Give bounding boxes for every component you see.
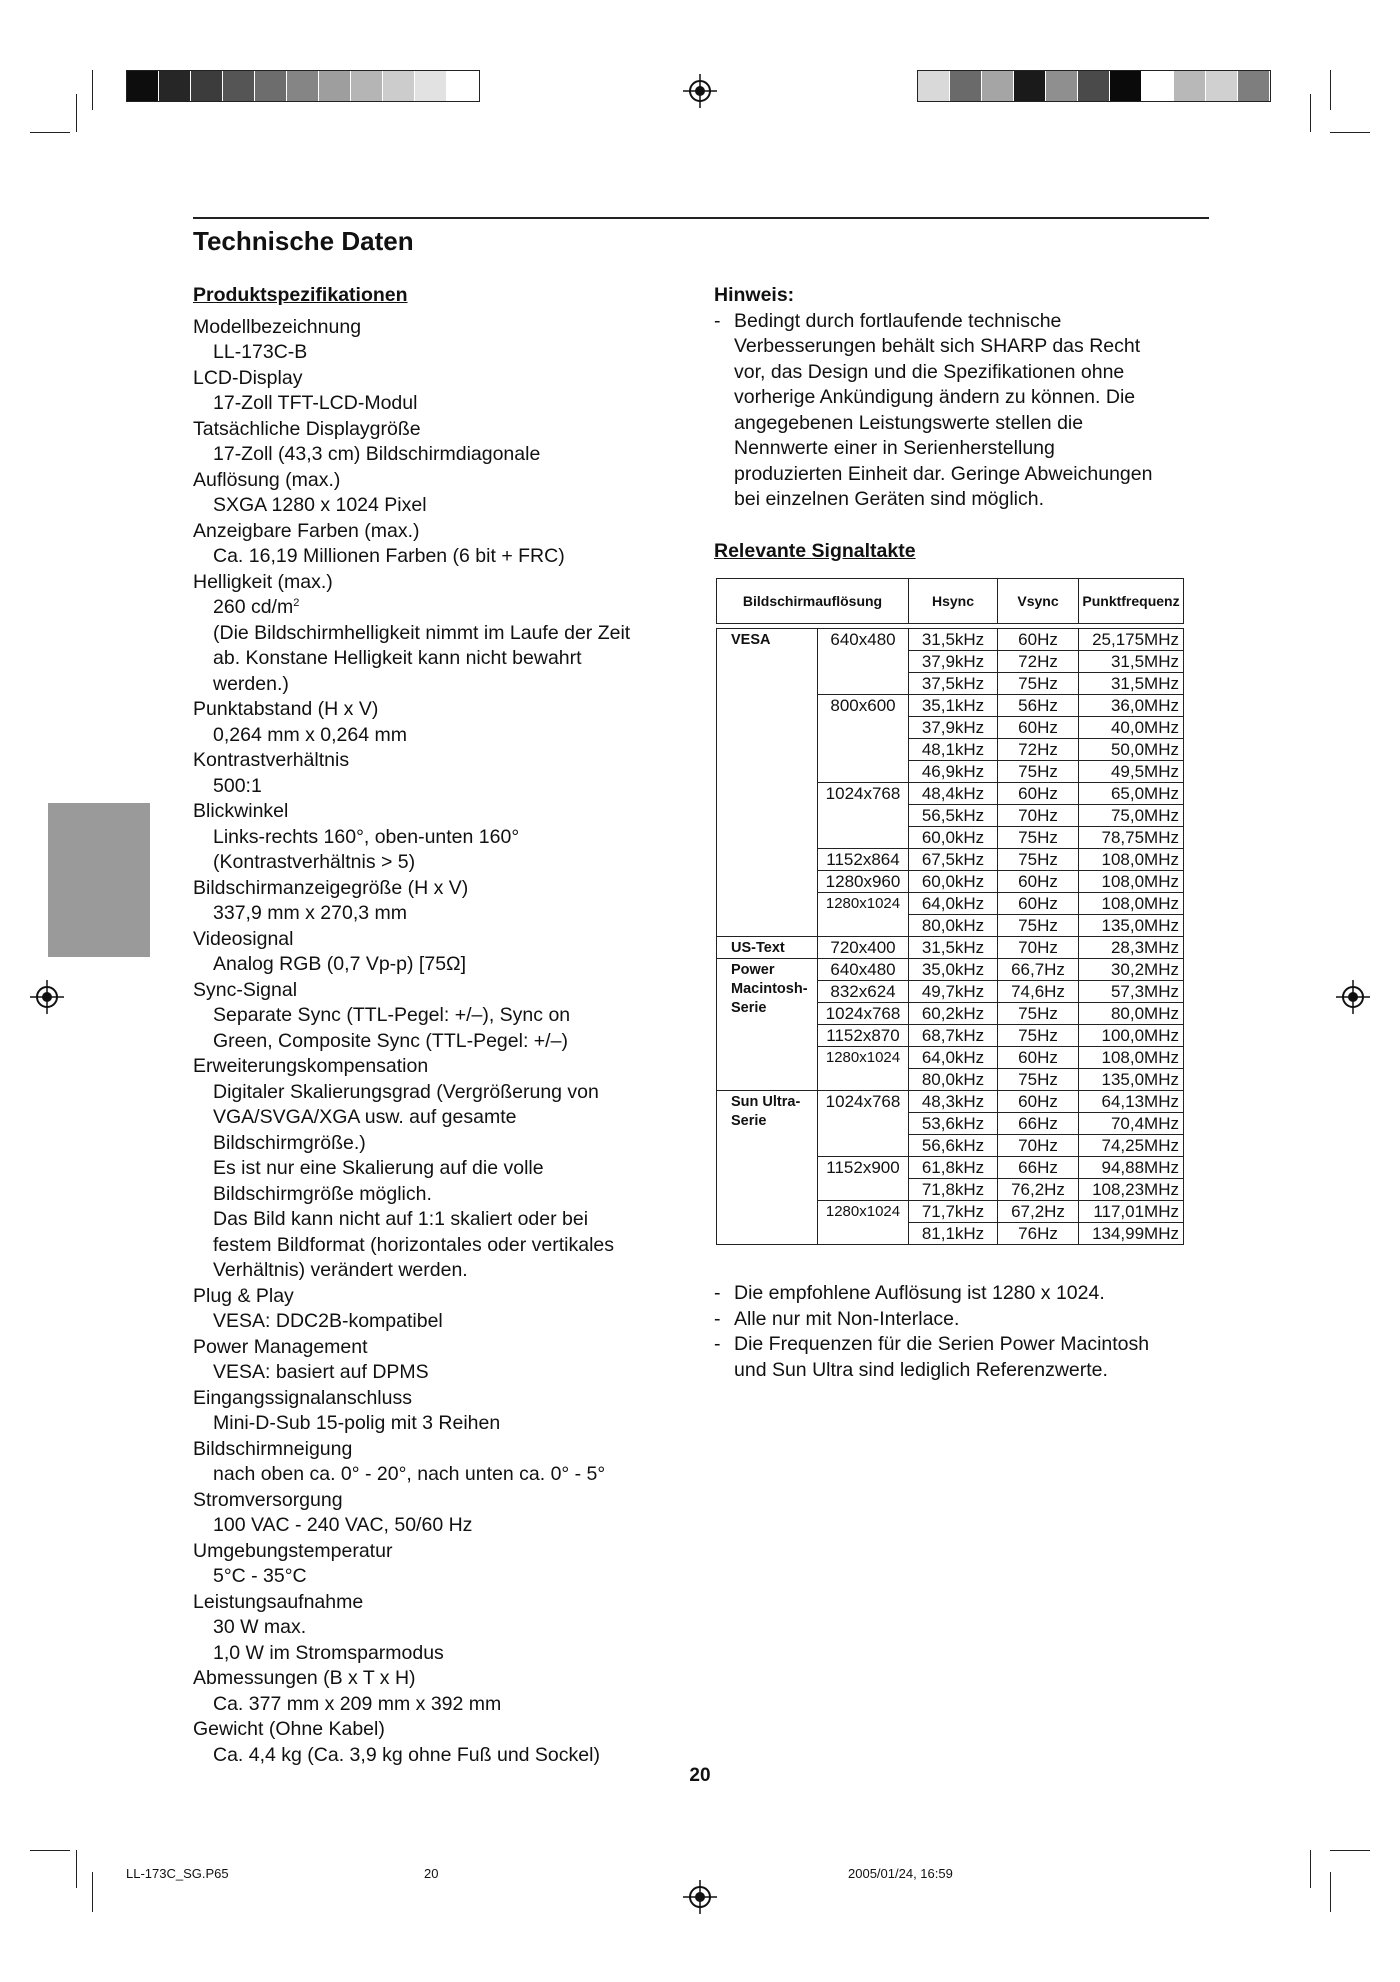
spec-value: Ca. 4,4 kg (Ca. 3,9 kg ohne Fuß und Sockel): [213, 1743, 600, 1766]
hsync-cell: 61,8kHz: [909, 1157, 998, 1179]
color-swatch: [982, 71, 1014, 101]
note-dash: -: [714, 309, 721, 332]
hsync-cell: 48,1kHz: [909, 739, 998, 761]
spec-value: Bildschirmgröße möglich.: [213, 1182, 432, 1205]
spec-item: [193, 748, 703, 799]
spec-label: Sync-Signal: [193, 978, 298, 1001]
spec-list: [193, 315, 703, 1769]
footnote-dash: -: [714, 1307, 721, 1330]
hsync-cell: 37,5kHz: [909, 673, 998, 695]
header-vsync: Vsync: [998, 579, 1079, 624]
spec-value: VESA: DDC2B-kompatibel: [213, 1310, 443, 1332]
table-row: [717, 629, 1184, 651]
spec-label: Abmessungen (B x T x H): [193, 1667, 416, 1689]
dot-clock-cell: 31,5MHz: [1079, 651, 1184, 673]
header-hsync: Hsync: [909, 579, 998, 624]
resolution-cell: 1152x864: [818, 849, 909, 871]
hsync-cell: 48,3kHz: [909, 1091, 998, 1113]
vsync-cell: 60Hz: [998, 717, 1079, 739]
spec-label: Leistungsaufnahme: [193, 1590, 364, 1613]
hsync-cell: 81,1kHz: [909, 1223, 998, 1245]
note-line: Nennwerte einer in Serienherstellung: [734, 437, 1055, 459]
dot-clock-cell: 25,175MHz: [1079, 629, 1184, 651]
spec-label: Stromversorgung: [193, 1488, 343, 1511]
specifications-heading: Produktspezifikationen: [193, 284, 408, 306]
dot-clock-cell: 108,0MHz: [1079, 849, 1184, 871]
vsync-cell: 74,6Hz: [998, 981, 1079, 1003]
footnote-item: [714, 1281, 1214, 1307]
vsync-cell: 76Hz: [998, 1223, 1079, 1245]
group-label-line: Serie: [731, 1113, 767, 1129]
spec-item: [193, 697, 703, 748]
hsync-cell: 31,5kHz: [909, 629, 998, 651]
color-swatch: [1238, 71, 1270, 101]
spec-label: Gewicht (Ohne Kabel): [193, 1718, 385, 1740]
spec-value: 5°C - 35°C: [213, 1565, 307, 1587]
spec-value: Digitaler Skalierungsgrad (Vergrößerung von: [213, 1080, 599, 1103]
spec-label: Auflösung (max.): [193, 468, 341, 491]
group-label-line: VESA: [731, 632, 771, 648]
color-swatch: [1206, 71, 1238, 101]
table-row: [717, 959, 1184, 981]
vsync-cell: 72Hz: [998, 651, 1079, 673]
spec-value: [193, 595, 703, 621]
spec-value: 0,264 mm x 0,264 mm: [213, 723, 407, 746]
hsync-cell: 68,7kHz: [909, 1025, 998, 1047]
note-paragraph: [714, 309, 1214, 513]
spec-item: [193, 876, 703, 927]
spec-value: 500:1: [213, 774, 262, 797]
dot-clock-cell: 70,4MHz: [1079, 1113, 1184, 1135]
note-line: vorherige Ankündigung ändern zu können. Die: [734, 386, 1136, 408]
vsync-cell: 60Hz: [998, 629, 1079, 651]
spec-label: Power Management: [193, 1335, 368, 1358]
dot-clock-cell: 78,75MHz: [1079, 827, 1184, 849]
color-swatch: [319, 71, 351, 101]
dot-clock-cell: 135,0MHz: [1079, 915, 1184, 937]
spec-item: [193, 799, 703, 876]
footnote-line: Die empfohlene Auflösung ist 1280 x 1024.: [734, 1282, 1105, 1304]
footnote-line: Die Frequenzen für die Serien Power Macintosh: [734, 1333, 1150, 1355]
color-calibration-bar-left: [126, 70, 480, 102]
color-swatch: [1078, 71, 1110, 101]
group-label: [717, 629, 818, 937]
spec-value: Green, Composite Sync (TTL-Pegel: +/–): [213, 1029, 568, 1052]
dot-clock-cell: 108,23MHz: [1079, 1179, 1184, 1201]
vsync-cell: 75Hz: [998, 673, 1079, 695]
spec-item: [193, 1437, 703, 1488]
color-swatch: [191, 71, 223, 101]
signal-timing-table: [716, 578, 1184, 1245]
spec-item: [193, 417, 703, 468]
dot-clock-cell: 74,25MHz: [1079, 1135, 1184, 1157]
color-swatch: [918, 71, 950, 101]
hsync-cell: 56,5kHz: [909, 805, 998, 827]
dot-clock-cell: 117,01MHz: [1079, 1201, 1184, 1223]
hsync-cell: 60,0kHz: [909, 871, 998, 893]
spec-item: [193, 1717, 703, 1768]
dot-clock-cell: 108,0MHz: [1079, 871, 1184, 893]
spec-item: [193, 366, 703, 417]
footer-filename: LL-173C_SG.P65: [126, 1866, 229, 1881]
dot-clock-cell: 80,0MHz: [1079, 1003, 1184, 1025]
spec-label: Kontrastverhältnis: [193, 749, 350, 771]
note-line: angegebenen Leistungswerte stellen die: [734, 411, 1084, 434]
footnote-line: Alle nur mit Non-Interlace.: [734, 1307, 960, 1330]
spec-item: [193, 1054, 703, 1284]
spec-label: Videosignal: [193, 927, 294, 950]
resolution-cell: 1280x960: [818, 871, 909, 893]
color-swatch: [287, 71, 319, 101]
spec-value: Das Bild kann nicht auf 1:1 skaliert oder bei: [213, 1208, 589, 1230]
spec-item: [193, 1590, 703, 1667]
dot-clock-cell: 134,99MHz: [1079, 1223, 1184, 1245]
registration-mark-left-icon: [30, 980, 64, 1014]
dot-clock-cell: 100,0MHz: [1079, 1025, 1184, 1047]
vsync-cell: 60Hz: [998, 1047, 1079, 1069]
hsync-cell: 80,0kHz: [909, 915, 998, 937]
color-swatch: [159, 71, 191, 101]
dot-clock-cell: 28,3MHz: [1079, 937, 1184, 959]
spec-label: Modellbezeichnung: [193, 315, 362, 338]
vsync-cell: 75Hz: [998, 827, 1079, 849]
spec-value: werden.): [213, 672, 289, 695]
hsync-cell: 67,5kHz: [909, 849, 998, 871]
spec-value: Ca. 377 mm x 209 mm x 392 mm: [213, 1692, 502, 1715]
page-title: Technische Daten: [193, 226, 414, 256]
vsync-cell: 75Hz: [998, 1025, 1079, 1047]
spec-value: 30 W max.: [213, 1616, 307, 1638]
note-line: Verbesserungen behält sich SHARP das Recht: [734, 335, 1141, 357]
note-line: produzierten Einheit dar. Geringe Abweichungen: [734, 462, 1153, 485]
spec-label: Tatsächliche Displaygröße: [193, 417, 421, 440]
resolution-cell: 800x600: [818, 695, 909, 783]
vsync-cell: 66,7Hz: [998, 959, 1079, 981]
spec-label: Bildschirmanzeigegröße (H x V): [193, 876, 469, 899]
spec-value: Ca. 16,19 Millionen Farben (6 bit + FRC): [213, 545, 565, 567]
spec-value: VGA/SVGA/XGA usw. auf gesamte: [213, 1106, 517, 1128]
color-swatch: [255, 71, 287, 101]
spec-value: Es ist nur eine Skalierung auf die volle: [213, 1157, 544, 1179]
vsync-cell: 75Hz: [998, 1003, 1079, 1025]
spec-item: [193, 1284, 703, 1335]
hsync-cell: 80,0kHz: [909, 1069, 998, 1091]
dot-clock-cell: 36,0MHz: [1079, 695, 1184, 717]
spec-item: [193, 1488, 703, 1539]
spec-item: [193, 978, 703, 1055]
note-heading: Hinweis:: [714, 284, 795, 306]
notes-column: [714, 283, 1214, 564]
dot-clock-cell: 108,0MHz: [1079, 893, 1184, 915]
color-swatch: [1046, 71, 1078, 101]
header-resolution: Bildschirmauflösung: [717, 579, 909, 624]
spec-label: Punktabstand (H x V): [193, 698, 379, 720]
spec-value: 1,0 W im Stromsparmodus: [213, 1641, 444, 1664]
table-row: [717, 1091, 1184, 1113]
spec-label: Plug & Play: [193, 1284, 294, 1307]
spec-value: nach oben ca. 0° - 20°, nach unten ca. 0° - 5°: [213, 1463, 606, 1485]
hsync-cell: 31,5kHz: [909, 937, 998, 959]
resolution-cell: 1024x768: [818, 1003, 909, 1025]
spec-label: Bildschirmneigung: [193, 1437, 353, 1460]
hsync-cell: 71,8kHz: [909, 1179, 998, 1201]
vsync-cell: 76,2Hz: [998, 1179, 1079, 1201]
hsync-cell: 71,7kHz: [909, 1201, 998, 1223]
resolution-cell: 1280x1024: [818, 1047, 909, 1091]
vsync-cell: 67,2Hz: [998, 1201, 1079, 1223]
spec-item: [193, 1335, 703, 1386]
vsync-cell: 75Hz: [998, 1069, 1079, 1091]
hsync-cell: 37,9kHz: [909, 651, 998, 673]
resolution-cell: 832x624: [818, 981, 909, 1003]
color-swatch: [1142, 71, 1174, 101]
note-line: bei einzelnen Geräten sind möglich.: [734, 488, 1045, 510]
spec-value: Separate Sync (TTL-Pegel: +/–), Sync on: [213, 1004, 571, 1026]
resolution-cell: 1280x1024: [818, 893, 909, 937]
spec-item: [193, 519, 703, 570]
spec-item: [193, 468, 703, 519]
spec-label: LCD-Display: [193, 366, 303, 389]
hsync-cell: 64,0kHz: [909, 893, 998, 915]
header-dot-clock: Punktfrequenz: [1079, 579, 1184, 624]
vsync-cell: 75Hz: [998, 761, 1079, 783]
resolution-cell: 640x480: [818, 629, 909, 695]
dot-clock-cell: 30,2MHz: [1079, 959, 1184, 981]
spec-value: 17-Zoll TFT-LCD-Modul: [213, 392, 418, 414]
dot-clock-cell: 75,0MHz: [1079, 805, 1184, 827]
spec-item: [193, 1539, 703, 1590]
hsync-cell: 60,2kHz: [909, 1003, 998, 1025]
color-calibration-bar-right: [917, 70, 1271, 102]
resolution-cell: 1280x1024: [818, 1201, 909, 1245]
hsync-cell: 56,6kHz: [909, 1135, 998, 1157]
vsync-cell: 60Hz: [998, 871, 1079, 893]
hsync-cell: 53,6kHz: [909, 1113, 998, 1135]
resolution-cell: 1152x870: [818, 1025, 909, 1047]
table-footnotes: [714, 1281, 1214, 1383]
vsync-cell: 75Hz: [998, 849, 1079, 871]
resolution-cell: 1152x900: [818, 1157, 909, 1201]
note-line: vor, das Design und die Spezifikationen ohne: [734, 360, 1125, 383]
hsync-cell: 46,9kHz: [909, 761, 998, 783]
vsync-cell: 70Hz: [998, 805, 1079, 827]
spec-label: Erweiterungskompensation: [193, 1055, 429, 1077]
spec-value-text: 260 cd/m: [213, 596, 294, 618]
spec-value: Verhältnis) verändert werden.: [213, 1259, 468, 1281]
product-specifications: [193, 283, 703, 1768]
hsync-cell: 35,1kHz: [909, 695, 998, 717]
signal-table-heading: Relevante Signaltakte: [714, 539, 916, 562]
footnote-dash: -: [714, 1333, 721, 1355]
spec-value: Links-rechts 160°, oben-unten 160°: [213, 825, 520, 848]
group-label-line: Macintosh-: [731, 981, 808, 997]
vsync-cell: 66Hz: [998, 1157, 1079, 1179]
title-rule: [193, 217, 1209, 219]
footnote-line: und Sun Ultra sind lediglich Referenzwerte.: [734, 1358, 1108, 1381]
dot-clock-cell: 57,3MHz: [1079, 981, 1184, 1003]
spec-label: Anzeigbare Farben (max.): [193, 519, 420, 542]
color-swatch: [950, 71, 982, 101]
resolution-cell: 720x400: [818, 937, 909, 959]
color-swatch: [1110, 71, 1142, 101]
spec-item: [193, 1666, 703, 1717]
side-thumb-tab: [48, 803, 150, 957]
hsync-cell: 64,0kHz: [909, 1047, 998, 1069]
dot-clock-cell: 65,0MHz: [1079, 783, 1184, 805]
group-label: [717, 1091, 818, 1245]
hsync-cell: 37,9kHz: [909, 717, 998, 739]
dot-clock-cell: 135,0MHz: [1079, 1069, 1184, 1091]
group-label: [717, 959, 818, 1091]
vsync-cell: 66Hz: [998, 1113, 1079, 1135]
vsync-cell: 60Hz: [998, 1091, 1079, 1113]
vsync-cell: 75Hz: [998, 915, 1079, 937]
registration-mark-bottom-icon: [683, 1880, 717, 1914]
dot-clock-cell: 40,0MHz: [1079, 717, 1184, 739]
spec-value: 337,9 mm x 270,3 mm: [213, 902, 407, 924]
registration-mark-right-icon: [1336, 980, 1370, 1014]
footnote-item: [714, 1332, 1214, 1383]
vsync-cell: 72Hz: [998, 739, 1079, 761]
color-swatch: [223, 71, 255, 101]
spec-value: (Die Bildschirmhelligkeit nimmt im Laufe der Zeit: [213, 621, 631, 644]
spec-value: Mini-D-Sub 15-polig mit 3 Reihen: [213, 1412, 501, 1434]
color-swatch: [415, 71, 447, 101]
spec-value: LL-173C-B: [213, 341, 308, 363]
color-swatch: [351, 71, 383, 101]
footer-page: 20: [424, 1866, 439, 1881]
spec-value: (Kontrastverhältnis > 5): [213, 851, 416, 873]
hsync-cell: 49,7kHz: [909, 981, 998, 1003]
dot-clock-cell: 64,13MHz: [1079, 1091, 1184, 1113]
vsync-cell: 70Hz: [998, 1135, 1079, 1157]
spec-label: Eingangssignalanschluss: [193, 1386, 412, 1409]
hsync-cell: 48,4kHz: [909, 783, 998, 805]
spec-label: Blickwinkel: [193, 800, 289, 822]
spec-value: SXGA 1280 x 1024 Pixel: [213, 494, 427, 516]
group-label: [717, 937, 818, 959]
group-label-line: Power: [731, 962, 775, 978]
spec-value: 100 VAC - 240 VAC, 50/60 Hz: [213, 1514, 473, 1536]
resolution-cell: 1024x768: [818, 1091, 909, 1157]
vsync-cell: 60Hz: [998, 893, 1079, 915]
color-swatch: [383, 71, 415, 101]
spec-value: VESA: basiert auf DPMS: [213, 1361, 429, 1383]
dot-clock-cell: 31,5MHz: [1079, 673, 1184, 695]
group-label-line: US-Text: [731, 940, 785, 956]
spec-item: [193, 570, 703, 698]
superscript: 2: [293, 597, 300, 609]
dot-clock-cell: 108,0MHz: [1079, 1047, 1184, 1069]
page-number: 20: [689, 1765, 711, 1786]
footnote-item: [714, 1307, 1214, 1333]
spec-value: 17-Zoll (43,3 cm) Bildschirmdiagonale: [213, 443, 541, 465]
resolution-cell: 640x480: [818, 959, 909, 981]
color-swatch: [127, 71, 159, 101]
resolution-cell: 1024x768: [818, 783, 909, 849]
spec-item: [193, 927, 703, 978]
spec-item: [193, 315, 703, 366]
vsync-cell: 56Hz: [998, 695, 1079, 717]
spec-value: ab. Konstane Helligkeit kann nicht bewahrt: [213, 647, 582, 669]
spec-item: [193, 1386, 703, 1437]
registration-mark-top-icon: [683, 74, 717, 108]
dot-clock-cell: 50,0MHz: [1079, 739, 1184, 761]
color-swatch: [447, 71, 479, 101]
color-swatch: [1014, 71, 1046, 101]
hsync-cell: 35,0kHz: [909, 959, 998, 981]
spec-value: Analog RGB (0,7 Vp-p) [75Ω]: [213, 953, 467, 975]
footnote-dash: -: [714, 1282, 721, 1304]
hsync-cell: 60,0kHz: [909, 827, 998, 849]
spec-label: Helligkeit (max.): [193, 570, 333, 593]
vsync-cell: 60Hz: [998, 783, 1079, 805]
color-swatch: [1174, 71, 1206, 101]
dot-clock-cell: 94,88MHz: [1079, 1157, 1184, 1179]
group-label-line: Serie: [731, 1000, 767, 1016]
spec-label: Umgebungstemperatur: [193, 1539, 393, 1562]
spec-value: Bildschirmgröße.): [213, 1131, 366, 1154]
note-line: Bedingt durch fortlaufende technische: [734, 309, 1062, 332]
table-row: [717, 937, 1184, 959]
footer-timestamp: 2005/01/24, 16:59: [848, 1866, 953, 1881]
vsync-cell: 70Hz: [998, 937, 1079, 959]
spec-value: festem Bildformat (horizontales oder vertikales: [213, 1233, 614, 1256]
group-label-line: Sun Ultra-: [731, 1094, 801, 1110]
table-header-row: [717, 579, 1184, 624]
note-lines: [734, 309, 1214, 513]
dot-clock-cell: 49,5MHz: [1079, 761, 1184, 783]
